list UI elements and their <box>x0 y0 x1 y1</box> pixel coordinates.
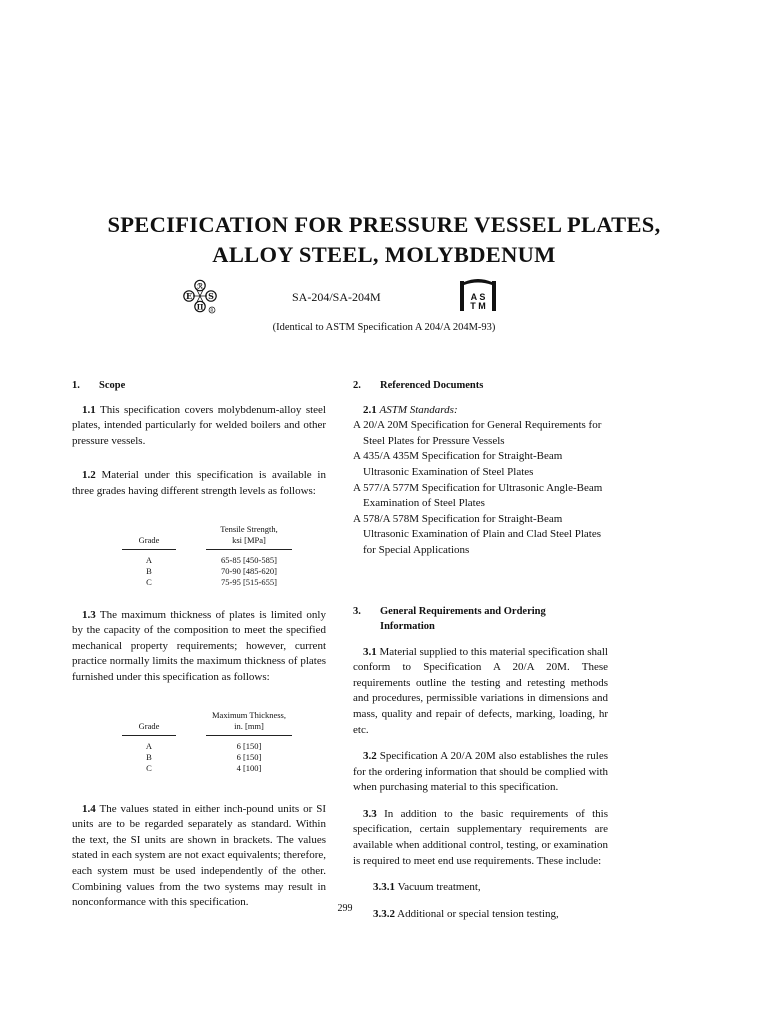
clause-text: Material under this specification is available in three grades having different strength levels as follows: <box>72 469 326 497</box>
table-row: B 6 [150] <box>146 751 262 762</box>
section-title: Referenced Documents <box>380 380 484 391</box>
section-3-heading <box>353 604 608 634</box>
clause-number: 3.3.2 <box>373 907 395 920</box>
svg-text:ℛ: ℛ <box>197 281 203 291</box>
paragraph-3-3 <box>353 807 608 869</box>
svg-text:E: E <box>185 291 193 301</box>
clause-number: 1.1 <box>82 403 96 416</box>
designation: SA-204/SA-204M <box>292 290 381 304</box>
page-number: 299 <box>337 903 353 914</box>
table-row: B 70-90 [485-620] <box>146 565 277 576</box>
svg-text:A S: A S <box>470 292 486 302</box>
section-title-line-1: General Requirements and Ordering <box>380 605 546 617</box>
title-line-2: ALLOY STEEL, MOLYBDENUM <box>212 242 556 267</box>
reference-item: A 578/A 578M Specification for Straight-Beam Ultrasonic Examination of Plain and Clad Steel Plates for Special Applications <box>353 512 601 556</box>
section-2-heading <box>353 378 608 394</box>
paragraph-1-1 <box>72 403 326 450</box>
clause-number: 2.1 <box>363 403 377 416</box>
right-column <box>353 378 608 922</box>
reference-item: A 20/A 20M Specification for General Requirements for Steel Plates for Pressure Vessels <box>353 419 602 447</box>
clause-text: This specification covers molybdenum-alloy steel plates, intended particularly for welded boilers and other pressure vessels. <box>72 403 326 447</box>
tensile-strength-table <box>122 524 292 588</box>
clause-number: 3.2 <box>363 750 377 763</box>
paragraph-3-1 <box>353 645 608 739</box>
clause-text: Additional or special tension testing, <box>397 907 559 920</box>
paragraph-1-3 <box>72 608 326 686</box>
clause-text: In addition to the basic requirements of this specification, certain supplementary requirements are available when additional control, testing, or examination is required to meet end use requirements. These include: <box>353 807 608 867</box>
section-number: 2. <box>353 380 361 391</box>
section-number: 3. <box>353 605 361 617</box>
table-header-thickness: Maximum Thickness, in. [mm] <box>206 710 292 736</box>
table-row: A 6 [150] <box>145 740 262 751</box>
table-header-grade: Grade <box>122 710 176 736</box>
clause-number: 1.4 <box>82 802 96 815</box>
max-thickness-table <box>122 710 292 774</box>
svg-text:S: S <box>208 291 214 301</box>
clause-text: Material supplied to this material specification shall conform to Specification A 20/A 20M. These requirements outline the testing and retesting methods and procedures, permissible variations in dimensions and mass, quality and repair of defects, marking, loading, hr etc. <box>353 645 608 736</box>
clause-label: ASTM Standards: <box>379 403 458 416</box>
reference-item: A 577/A 577M Specification for Ultrasonic Angle-Beam Examination of Steel Plates <box>353 481 603 510</box>
table-row: C 75-95 [515-655] <box>146 576 277 587</box>
svg-text:Π: Π <box>196 302 204 312</box>
title-line-1: SPECIFICATION FOR PRESSURE VESSEL PLATES, <box>107 212 661 237</box>
paragraph-3-3-1 <box>353 880 608 896</box>
document-title <box>0 210 768 270</box>
section-number: 1. <box>72 380 80 391</box>
section-title-line-2: Information <box>380 620 435 632</box>
clause-text: Specification A 20/A 20M also establishes the rules for the ordering information that should be complied with when purchasing material to this specification. <box>353 750 608 794</box>
section-title: Scope <box>99 380 126 391</box>
identical-note: (Identical to ASTM Specification A 204/A 204M-93) <box>272 322 496 333</box>
clause-number: 1.2 <box>82 469 96 482</box>
reference-item: A 435/A 435M Specification for Straight-Beam Ultrasonic Examination of Steel Plates <box>353 450 563 478</box>
paragraph-1-2 <box>72 468 326 499</box>
svg-text:T M: T M <box>470 301 486 311</box>
table-header-tensile: Tensile Strength, ksi [MPa] <box>206 524 292 550</box>
clause-number: 3.1 <box>363 645 377 658</box>
table-header-grade: Grade <box>122 524 176 550</box>
left-column <box>72 378 326 911</box>
asme-logo <box>180 279 224 317</box>
table-row: C 4 [100] <box>146 762 262 773</box>
clause-text: The maximum thickness of plates is limited only by the capacity of the composition to meet the specified mechanical property requirements; however, current practice normally limits the maximum thickness of plates furnished under this specification as follows: <box>72 608 326 683</box>
clause-number: 1.3 <box>82 608 96 621</box>
table-row: A 65-85 [450-585] <box>145 554 277 565</box>
clause-number: 3.3.1 <box>373 881 395 894</box>
clause-number: 3.3 <box>363 807 377 820</box>
paragraph-2-1 <box>353 403 608 419</box>
svg-text:R: R <box>210 309 214 314</box>
section-1-heading <box>72 378 326 394</box>
clause-text: Vacuum treatment, <box>397 881 481 894</box>
paragraph-1-4 <box>72 802 326 911</box>
paragraph-3-2 <box>353 749 608 796</box>
clause-text: The values stated in either inch-pound units or SI units are to be regarded separately as standard. Within the text, the SI units are shown in brackets. The values stated in each system are not exact equivalents; therefore, each system must be used independently of the other. Combining values from the two systems may result in nonconformance with this specification. <box>72 802 326 909</box>
astm-logo <box>458 278 498 316</box>
